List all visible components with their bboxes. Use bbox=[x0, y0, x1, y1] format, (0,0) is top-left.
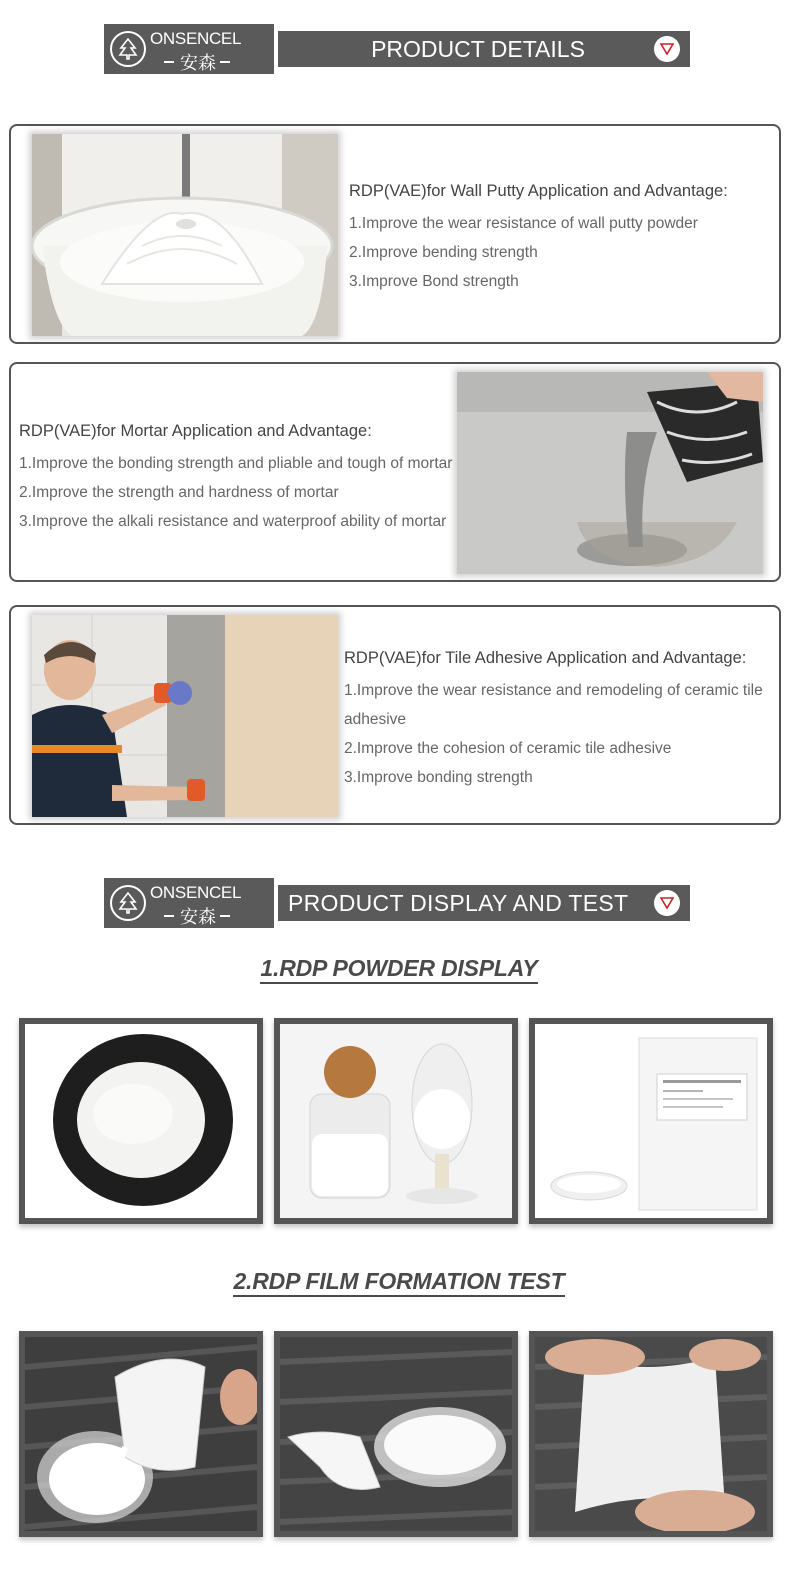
film-photo-stretch bbox=[529, 1331, 773, 1537]
brand-name-cn: 安森 bbox=[180, 907, 216, 928]
powder-photo-dish bbox=[19, 1018, 263, 1224]
powder-photo-jars bbox=[274, 1018, 518, 1224]
tile-installation-photo bbox=[32, 615, 338, 817]
application-text bbox=[19, 422, 459, 536]
section-banner-product-display bbox=[104, 878, 690, 928]
application-heading: RDP(VAE)for Tile Adhesive Application and Advantage: bbox=[344, 649, 747, 667]
advantage-item: 1.Improve the wear resistance and remodeling of ceramic tile adhesive bbox=[344, 682, 763, 728]
advantage-item: 2.Improve the cohesion of ceramic tile adhesive bbox=[344, 740, 672, 757]
film-photo-pouring bbox=[19, 1331, 263, 1537]
advantage-item: 3.Improve Bond strength bbox=[349, 273, 519, 290]
advantage-item: 1.Improve the wear resistance of wall putty powder bbox=[349, 215, 698, 232]
advantage-item: 3.Improve the alkali resistance and waterproof ability of mortar bbox=[19, 513, 447, 530]
brand-name-cn: 安森 bbox=[180, 53, 216, 74]
triangle-down-icon bbox=[654, 890, 680, 916]
film-photo-petri-dish bbox=[274, 1331, 518, 1537]
powder-photo-package bbox=[529, 1018, 773, 1224]
section-title-bar bbox=[278, 885, 690, 921]
tree-logo-icon bbox=[110, 885, 146, 921]
section-title-bar bbox=[278, 31, 690, 67]
application-heading: RDP(VAE)for Wall Putty Application and Advantage: bbox=[349, 182, 728, 200]
tree-logo-icon bbox=[110, 31, 146, 67]
application-card-mortar bbox=[9, 362, 781, 582]
advantage-item: 2.Improve the strength and hardness of mortar bbox=[19, 484, 339, 501]
film-test-title: 2.RDP FILM FORMATION TEST bbox=[0, 1268, 798, 1295]
section-banner-product-details bbox=[104, 24, 690, 74]
application-heading: RDP(VAE)for Mortar Application and Advantage: bbox=[19, 422, 372, 440]
brand-logo bbox=[104, 24, 274, 74]
application-card-wall-putty bbox=[9, 124, 781, 344]
brand-logo bbox=[104, 878, 274, 928]
application-text bbox=[344, 649, 776, 792]
application-text bbox=[349, 182, 728, 296]
brand-name-en: ONSENCEL bbox=[150, 29, 242, 48]
wall-putty-mixing-photo bbox=[32, 134, 338, 336]
section-title: PRODUCT DISPLAY AND TEST bbox=[288, 890, 629, 916]
triangle-down-icon bbox=[654, 36, 680, 62]
section-title: PRODUCT DETAILS bbox=[371, 36, 585, 62]
mortar-pouring-photo bbox=[457, 372, 763, 574]
application-card-tile-adhesive bbox=[9, 605, 781, 825]
advantage-item: 3.Improve bonding strength bbox=[344, 769, 533, 786]
advantage-item: 2.Improve bending strength bbox=[349, 244, 538, 261]
brand-name-en: ONSENCEL bbox=[150, 883, 242, 902]
advantage-item: 1.Improve the bonding strength and pliable and tough of mortar bbox=[19, 455, 453, 472]
powder-display-title: 1.RDP POWDER DISPLAY bbox=[0, 955, 798, 982]
